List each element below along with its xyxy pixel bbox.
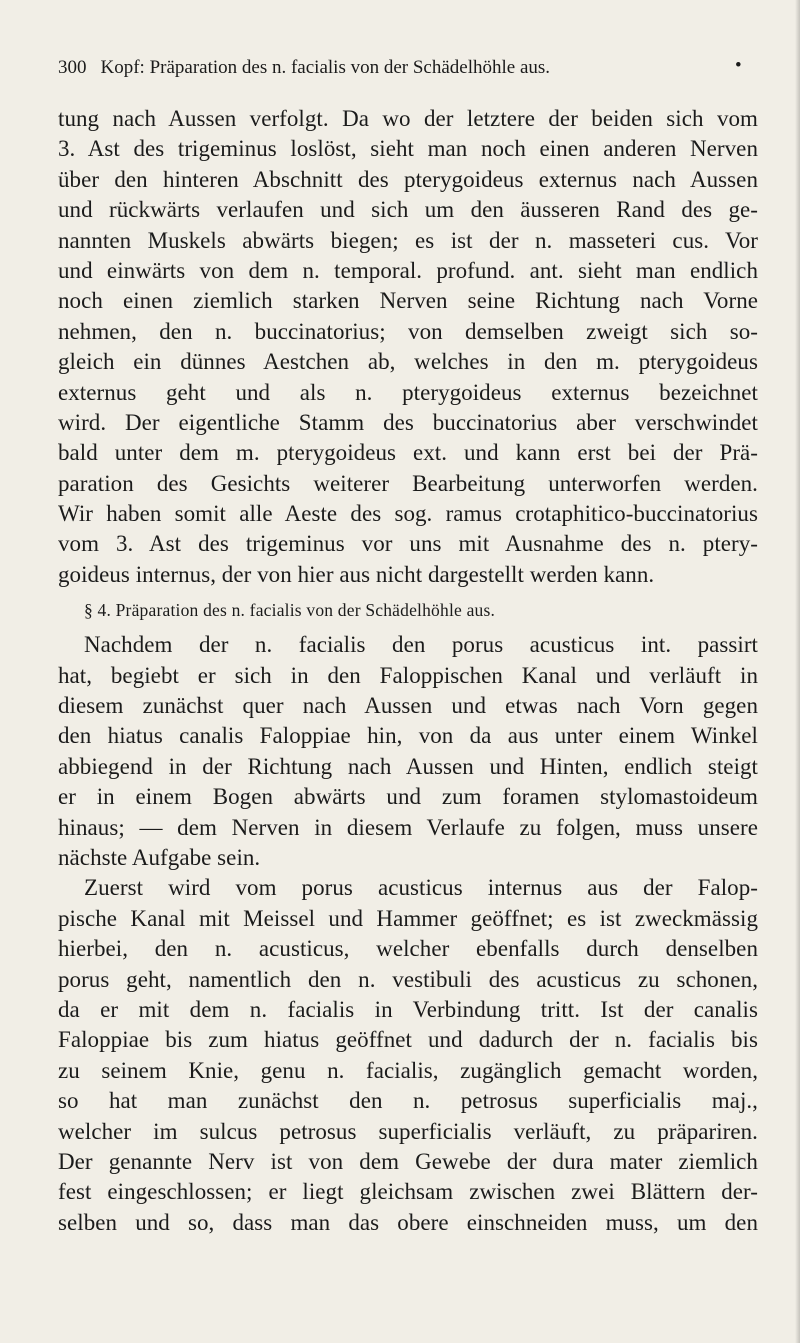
body-text bbox=[58, 104, 758, 1238]
text-line: den hiatus canalis Faloppiae hin, von da aus unter einem Winkel bbox=[58, 723, 758, 749]
text-line: diesem zunächst quer nach Aussen und etwas nach Vorn gegen bbox=[58, 693, 758, 719]
text-line: hierbei, den n. acusticus, welcher ebenfalls durch denselben bbox=[58, 936, 758, 962]
text-line: welcher im sulcus petrosus superficialis verläuft, zu präpariren. bbox=[58, 1118, 758, 1144]
text-line: nächste Aufgabe sein. bbox=[58, 844, 261, 870]
text-line: fest eingeschlossen; er liegt gleichsam zwischen zwei Blättern der- bbox=[58, 1179, 758, 1205]
text-line: gleich ein dünnes Aestchen ab, welches in den m. pterygoideus bbox=[58, 349, 758, 375]
ink-dot-mark: • bbox=[735, 55, 742, 76]
text-line: abbiegend in der Richtung nach Aussen und Hinten, endlich steigt bbox=[58, 753, 758, 779]
text-line: vom 3. Ast des trigeminus vor uns mit Ausnahme des n. ptery- bbox=[58, 531, 758, 557]
text-line: paration des Gesichts weiterer Bearbeitung unterworfen werden. bbox=[58, 470, 758, 496]
running-head bbox=[58, 56, 758, 80]
text-line: externus geht und als n. pterygoideus externus bezeichnet bbox=[58, 379, 758, 405]
text-line: pische Kanal mit Meissel und Hammer geöffnet; es ist zweckmässig bbox=[58, 905, 758, 931]
text-line: 3. Ast des trigeminus loslöst, sieht man noch einen anderen Nerven bbox=[58, 136, 758, 162]
text-line: Der genannte Nerv ist von dem Gewebe der dura mater ziemlich bbox=[58, 1148, 758, 1174]
paragraph bbox=[58, 630, 758, 873]
text-line: nehmen, den n. buccinatorius; von demselben zweigt sich so- bbox=[58, 318, 758, 344]
text-line: goideus internus, der von hier aus nicht dargestellt werden kann. bbox=[58, 561, 655, 587]
text-line: hat, begiebt er sich in den Faloppischen Kanal und verläuft in bbox=[58, 662, 758, 688]
text-line: Nachdem der n. facialis den porus acusticus int. passirt bbox=[84, 632, 758, 658]
text-line: tung nach Aussen verfolgt. Da wo der letztere der beiden sich vom bbox=[58, 106, 758, 131]
text-line: und einwärts von dem n. temporal. profund. ant. sieht man endlich bbox=[58, 257, 758, 283]
text-line: bald unter dem m. pterygoideus ext. und kann erst bei der Prä- bbox=[58, 440, 758, 466]
text-line: zu seinem Knie, genu n. facialis, zugänglich gemacht worden, bbox=[58, 1057, 758, 1083]
text-line: porus geht, namentlich den n. vestibuli des acusticus zu schonen, bbox=[58, 966, 758, 992]
text-line: und rückwärts verlaufen und sich um den äusseren Rand des ge- bbox=[58, 197, 758, 223]
paragraph bbox=[58, 873, 758, 1238]
page-number: 300 bbox=[58, 57, 87, 78]
text-line: Faloppiae bis zum hiatus geöffnet und dadurch der n. facialis bis bbox=[58, 1027, 758, 1053]
running-title: Kopf: Präparation des n. facialis von der Schädelhöhle aus. bbox=[100, 57, 551, 78]
text-line: er in einem Bogen abwärts und zum foramen stylomastoideum bbox=[58, 784, 758, 810]
page-edge-shadow bbox=[795, 0, 800, 1343]
text-line: wird. Der eigentliche Stamm des buccinatorius aber verschwindet bbox=[58, 409, 758, 435]
paragraph-continuation bbox=[58, 104, 758, 590]
text-line: selben und so, dass man das obere einschneiden muss, um den bbox=[58, 1209, 758, 1235]
text-line: Zuerst wird vom porus acusticus internus aus der Falop- bbox=[84, 875, 758, 901]
text-line: da er mit dem n. facialis in Verbindung tritt. Ist der canalis bbox=[58, 996, 758, 1022]
section-heading: § 4. Präparation des n. facialis von der Schädelhöhle aus. bbox=[84, 600, 496, 621]
text-line: so hat man zunächst den n. petrosus superficialis maj., bbox=[58, 1088, 758, 1114]
text-line: noch einen ziemlich starken Nerven seine Richtung nach Vorne bbox=[58, 288, 758, 314]
text-line: hinaus; — dem Nerven in diesem Verlaufe zu folgen, muss unsere bbox=[58, 814, 758, 840]
text-line: nannten Muskels abwärts biegen; es ist der n. masseteri cus. Vor bbox=[58, 227, 758, 253]
text-line: über den hinteren Abschnitt des pterygoideus externus nach Aussen bbox=[58, 166, 758, 192]
text-line: Wir haben somit alle Aeste des sog. ramus crotaphitico-buccinatorius bbox=[58, 501, 758, 527]
